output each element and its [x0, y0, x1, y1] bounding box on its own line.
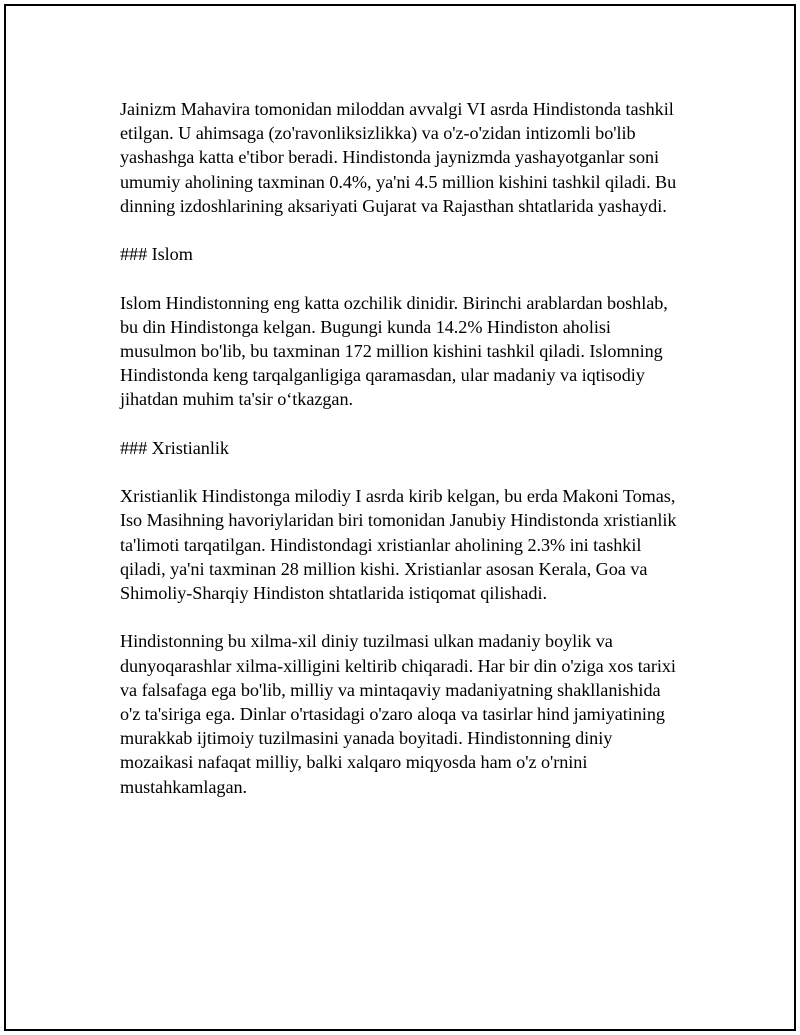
document-body: [120, 97, 720, 823]
heading-xristianlik: ### Xristianlik: [120, 437, 229, 458]
heading-islom: ### Islom: [120, 244, 193, 265]
paragraph-conclusion: Hindistonning bu xilma-xil diniy tuzilmasi ulkan madaniy boylik va dunyoqarashlar xilma-xilligini keltirib chiqaradi. Har bir din o'ziga xos tarixi va falsafaga ega bo'lib, milliy va mintaqaviy madaniyatning shakllanishida o'z ta'siriga ega. Dinlar o'rtasidagi o'zaro aloqa va tasirlar hind jamiyatining murakkab ijtimoiy tuzilmasini yanada boyitadi. Hindistonning diniy mozaikasi nafaqat milliy, balki xalqaro miqyosda ham o'z o'rnini mustahkamlagan.: [120, 631, 676, 797]
page-frame: [4, 4, 796, 1031]
paragraph-jainism: Jainizm Mahavira tomonidan miloddan avvalgi VI asrda Hindistonda tashkil etilgan. U ahimsaga (zo'ravonliksizlikka) va o'z-o'zidan intizomli bo'lib yashashga katta e'tibor beradi. Hindistonda jaynizmda yashayotganlar soni umumiy aholining taxminan 0.4%, ya'ni 4.5 million kishini tashkil qiladi. Bu dinning izdoshlarining aksariyati Gujarat va Rajasthan shtatlarida yashaydi.: [120, 99, 677, 216]
paragraph-christianity: Xristianlik Hindistonga milodiy I asrda kirib kelgan, bu erda Makoni Tomas, Iso Masihning havoriylaridan biri tomonidan Janubiy Hindistonda xristianlik ta'limoti tarqatilgan. Hindistondagi xristianlar aholining 2.3% ini tashkil qiladi, ya'ni taxminan 28 million kishi. Xristianlar asosan Kerala, Goa va Shimoliy-Sharqiy Hindiston shtatlarida istiqomat qilishadi.: [120, 486, 677, 603]
paragraph-islam: Islom Hindistonning eng katta ozchilik dinidir. Birinchi arablardan boshlab, bu din Hindistonga kelgan. Bugungi kunda 14.2% Hindiston aholisi musulmon bo'lib, bu taxminan 172 million kishini tashkil qiladi. Islomning Hindistonda keng tarqalganligiga qaramasdan, ular madaniy va iqtisodiy jihatdan muhim ta'sir o‘tkazgan.: [120, 292, 668, 410]
